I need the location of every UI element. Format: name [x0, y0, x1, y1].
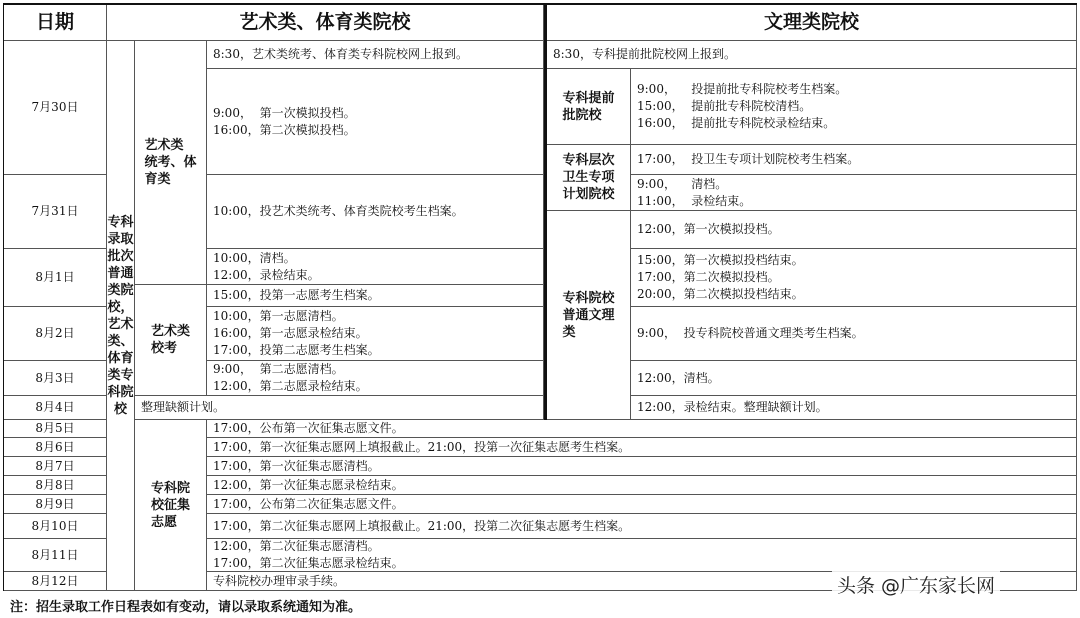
- date-cell: 8月8日: [4, 476, 107, 495]
- sub-zhengji: 专科院 校征集 志愿: [135, 420, 207, 591]
- zhengji-entry: 17:00，第一次征集志愿网上填报截止。21:00，投第一次征集志愿考生档案。: [207, 438, 1077, 457]
- date-cell: 8月9日: [4, 495, 107, 514]
- date-cell: 8月3日: [4, 361, 107, 396]
- zhengji-entry: 17:00，第一次征集志愿清档。: [207, 457, 1077, 476]
- art-entry: 10:00，投艺术类统考、体育类院校考生档案。: [207, 175, 544, 249]
- sub-tiqian: 专科提前 批院校: [547, 69, 631, 145]
- art-entry: 8:30，艺术类统考、体育类专科院校网上报到。: [207, 41, 544, 69]
- date-cell: 7月31日: [4, 175, 107, 249]
- footnote: 注：招生录取工作日程表如有变动，请以录取系统通知为准。: [10, 600, 362, 615]
- sci-entry: 17:00， 投卫生专项计划院校考生档案。: [631, 145, 1077, 175]
- zhengji-entry: 17:00，第二次征集志愿网上填报截止。21:00，投第二次征集志愿考生档案。: [207, 514, 1077, 539]
- sub-tongkao: 艺术类 统考、体 育类: [135, 41, 207, 285]
- date-cell: 8月7日: [4, 457, 107, 476]
- sub-weisheng: 专科层次 卫生专项 计划院校: [547, 145, 631, 211]
- date-cell: 8月12日: [4, 572, 107, 591]
- date-cell: 7月30日: [4, 41, 107, 175]
- art-entry: 10:00，清档。 12:00，录检结束。: [207, 249, 544, 285]
- date-cell: 8月2日: [4, 307, 107, 361]
- sci-entry: 12:00，录检结束。整理缺额计划。: [631, 396, 1077, 420]
- art-entry: 10:00，第一志愿清档。 16:00，第一志愿录检结束。 17:00，投第二志愿考生档案。: [207, 307, 544, 361]
- sci-entry: 9:00， 投提前批专科院校考生档案。 15:00， 提前批专科院校清档。 16:00， 提前批专科院校录检结束。: [631, 69, 1077, 145]
- date-cell: 8月11日: [4, 539, 107, 572]
- batch-label: 专科录取批次普通类院校，艺术类、体育类专科院校: [107, 41, 135, 591]
- sci-entry: 12:00，清档。: [631, 361, 1077, 396]
- date-cell: 8月6日: [4, 438, 107, 457]
- art-entry: 9:00， 第二志愿清档。 12:00，第二志愿录检结束。: [207, 361, 544, 396]
- date-cell: 8月10日: [4, 514, 107, 539]
- sci-entry: 12:00，第一次模拟投档。: [631, 211, 1077, 249]
- sub-putong: 专科院校 普通文理 类: [547, 211, 631, 420]
- date-cell: 8月4日: [4, 396, 107, 420]
- zhengji-entry: 专科院校办理审录手续。: [207, 572, 1077, 591]
- sci-entry: 8:30，专科提前批院校网上报到。: [547, 41, 1077, 69]
- zhengji-entry: 12:00，第二次征集志愿清档。 17:00，第二次征集志愿录检结束。: [207, 539, 1077, 572]
- watermark: 头条 @广东家长网: [832, 570, 1000, 599]
- sci-entry: 9:00， 清档。 11:00， 录检结束。: [631, 175, 1077, 211]
- header-date: 日期: [4, 5, 107, 41]
- header-sci: 文理类院校: [547, 5, 1077, 41]
- aug4-entry: 整理缺额计划。: [135, 396, 544, 420]
- art-entry: 15:00，投第一志愿考生档案。: [207, 285, 544, 307]
- sub-xiaokao: 艺术类 校考: [135, 285, 207, 396]
- sci-entry: 9:00， 投专科院校普通文理类考生档案。: [631, 307, 1077, 361]
- zhengji-entry: 17:00，公布第一次征集志愿文件。: [207, 420, 1077, 438]
- sci-entry: 15:00，第一次模拟投档结束。 17:00，第二次模拟投档。 20:00，第二次模拟投档结束。: [631, 249, 1077, 307]
- date-cell: 8月1日: [4, 249, 107, 307]
- art-entry: 9:00， 第一次模拟投档。 16:00，第二次模拟投档。: [207, 69, 544, 175]
- header-art: 艺术类、体育类院校: [107, 5, 544, 41]
- zhengji-entry: 17:00，公布第二次征集志愿文件。: [207, 495, 1077, 514]
- date-cell: 8月5日: [4, 420, 107, 438]
- zhengji-entry: 12:00，第一次征集志愿录检结束。: [207, 476, 1077, 495]
